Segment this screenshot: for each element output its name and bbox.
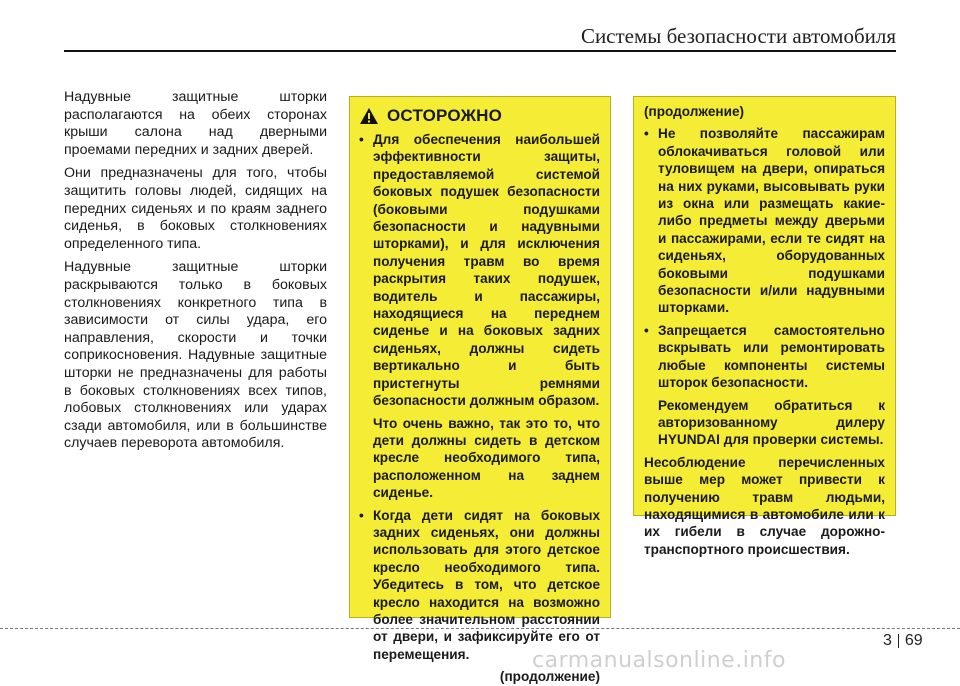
warning-box bbox=[349, 96, 611, 685]
list-item: • Запрещается самостоятельно вскрывать или ремонтировать любые компоненты системы шторок безопасности. bbox=[644, 322, 885, 391]
list-item: • Не позволяйте пассажирам облокачиваться головой или туловищем на двери, опираться на них руками, высовывать руки из окна или размещать какие-либо предметы между дверьми и пассажирами, если те сидят на сиденьях, оборудованных боковыми подушками безопасности и/или надувными шторками. bbox=[644, 126, 885, 316]
list-item: • Для обеспечения наибольшей эффективности защиты, предоставляемой системой боковых подушек безопасности (боковыми подушками безопасности и надувными шторками), и для исключения получения травм во время раскрытия таких подушек, водитель и пассажиры, находящиеся на переднем сиденье и на боковых задних сиденьях, должны сидеть вертикально и быть пристегнуты ремнями безопасности должным образом. bbox=[359, 132, 600, 409]
body-text-column bbox=[64, 89, 327, 459]
section-title: Системы безопасности автомобиля bbox=[580, 24, 896, 48]
bullet-icon: • bbox=[644, 126, 649, 142]
closing-note: Несоблюдение перечисленных выше мер может привести к получению травм людьми, находящимися в автомобиле или к их гибели в случае дорожно-транспортного происшествия. bbox=[644, 454, 885, 557]
watermark: carmanualsonline.info bbox=[532, 648, 786, 673]
footer-divider bbox=[0, 628, 960, 629]
bullet-icon: • bbox=[359, 132, 364, 147]
paragraph: Надувные защитные шторки раскрываются только в боковых столкновениях конкретного типа в зависимости от силы удара, его направления, скорости и точки соприкосновения. Надувные защитные шторки не предназначены для работы в боковых столкновениях всех типов, лобовых столкновениях или ударах сзади автомобиля, или в большинстве случаев переворота автомобиля. bbox=[64, 259, 327, 452]
list-item-note: Рекомендуем обратиться к авторизованному дилеру HYUNDAI для проверки системы. bbox=[658, 397, 885, 448]
warning-header bbox=[359, 107, 600, 125]
page-number-separator bbox=[898, 634, 899, 648]
continued-label: (продолжение) bbox=[644, 104, 745, 119]
page-number-value: 69 bbox=[904, 632, 923, 649]
paragraph: Они предназначены для того, чтобы защитить головы людей, сидящих на передних сиденьях и по краям заднего сиденья, в боковых столкновениях определенного типа. bbox=[64, 165, 327, 252]
warning-triangle-icon bbox=[359, 107, 379, 125]
bullet-icon: • bbox=[644, 322, 649, 338]
list-item: • Когда дети сидят на боковых задних сиденьях, они должны использовать для этого детское кресло необходимого типа. Убедитесь в том, что детское кресло находится на возможно более значительном расстоянии от двери, и зафиксируйте его от перемещения. bbox=[359, 507, 600, 662]
warning-title: ОСТОРОЖНО bbox=[387, 106, 503, 126]
page-number bbox=[883, 632, 923, 650]
list-item-note: Что очень важно, так это то, что дети должны сидеть в детском кресле необходимого типа, расположенном на заднем сиденье. bbox=[373, 415, 600, 501]
continued-label: (продолжение) bbox=[499, 669, 600, 685]
bullet-icon: • bbox=[359, 507, 364, 523]
warning-box-continued bbox=[633, 96, 896, 557]
header-divider bbox=[64, 50, 896, 52]
paragraph: Надувные защитные шторки располагаются на обеих сторонах крыши салона над дверными проемами передних и задних дверей. bbox=[64, 89, 327, 158]
chapter-number: 3 bbox=[883, 632, 892, 649]
